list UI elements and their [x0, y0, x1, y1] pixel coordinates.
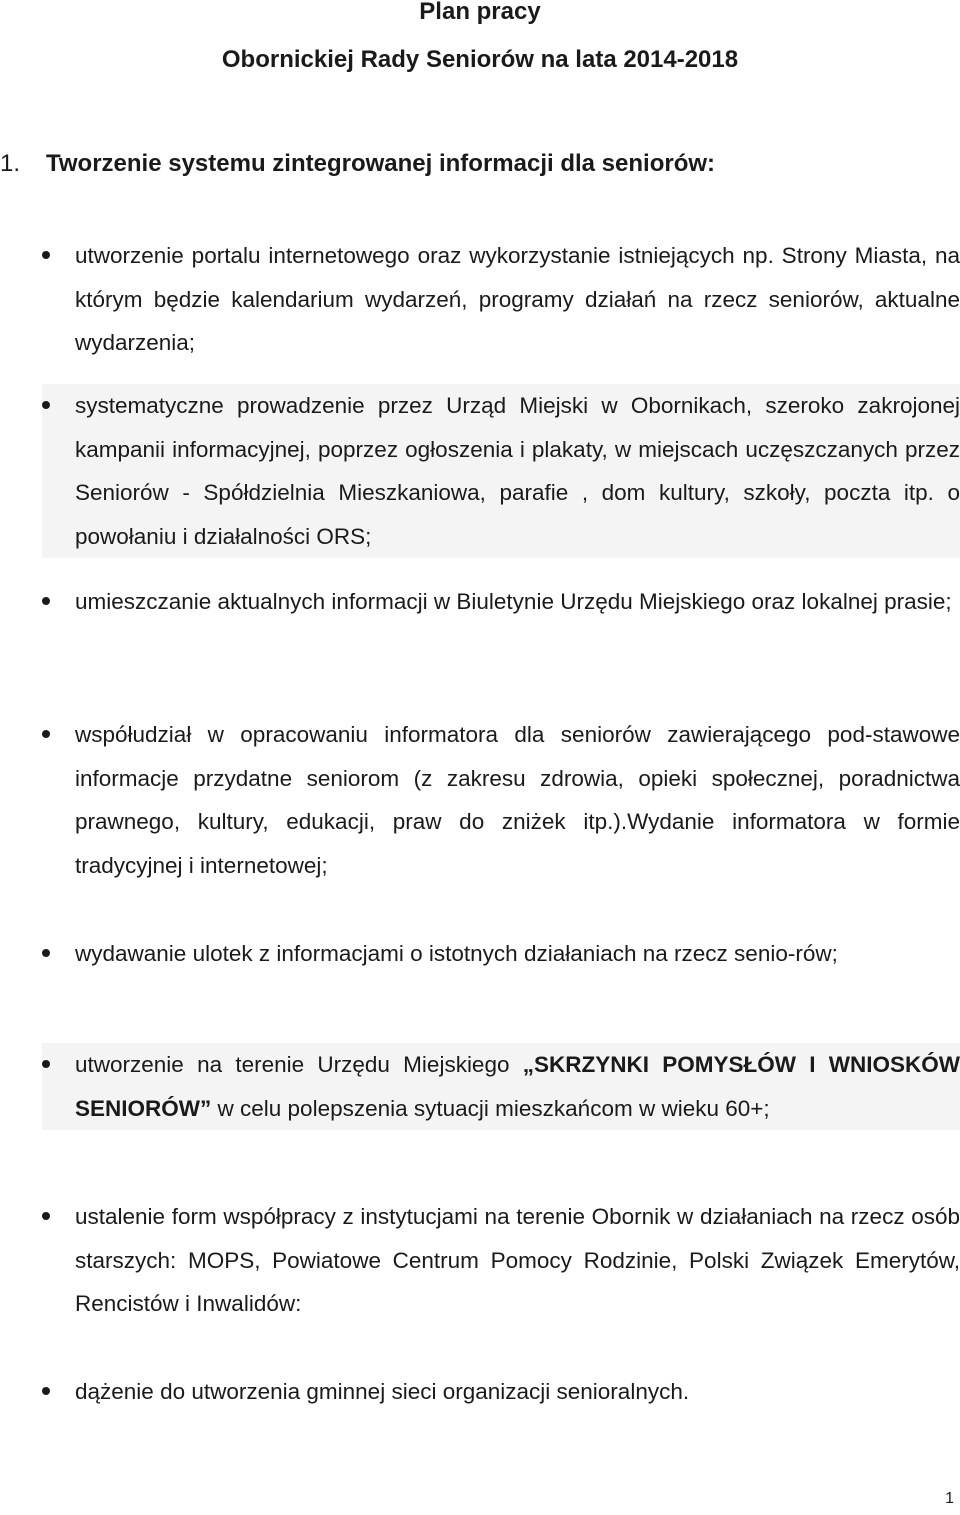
section-heading-text: Tworzenie systemu zintegrowanej informacji dla seniorów: [46, 150, 716, 177]
bullet-icon [42, 597, 50, 605]
bullet-text: utworzenie portalu internetowego oraz wykorzystanie istniejących np. Strony Miasta, na którym będzie kalendarium wydarzeń, programy działań na rzecz seniorów, aktualne wydarzenia; [75, 243, 960, 356]
bullet-text: ustalenie form współpracy z instytucjami na terenie Obornik w działaniach na rzecz osób starszych: MOPS, Powiatowe Centrum Pomocy Rodzinie, Polski Związek Emerytów, Rencistów i Inwalidów: [75, 1204, 960, 1317]
bullet-icon [42, 251, 50, 259]
bullet-item [42, 580, 960, 624]
bullet-item [42, 713, 960, 887]
bullet-text: współudział w opracowaniu informatora dla seniorów zawierającego pod-stawowe informacje przydatne seniorom (z zakresu zdrowia, opieki społecznej, poradnictwa prawnego, kultury, edukacji, praw do zniżek itp.).Wydanie informatora w formie tradycyjnej i internetowej; [75, 722, 960, 878]
bullet-text-bold: „SKRZYNKI POMYSŁÓW I WNIOSKÓW SENIORÓW” [75, 1052, 960, 1121]
bullet-text [75, 1043, 960, 1130]
bullet-item [42, 234, 960, 365]
document-subtitle: Obornickiej Rady Seniorów na lata 2014-2018 [221, 46, 739, 73]
bullet-icon [42, 401, 50, 409]
bullet-icon [42, 1212, 50, 1220]
bullet-item [42, 1370, 960, 1414]
bullet-icon [42, 1060, 50, 1068]
bullet-text: dążenie do utworzenia gminnej sieci organizacji senioralnych. [75, 1379, 690, 1404]
bullet-item [42, 1195, 960, 1326]
bullet-text: wydawanie ulotek z informacjami o istotnych działaniach na rzecz senio-rów; [75, 941, 838, 966]
bullet-text-before: utworzenie na terenie Urzędu Miejskiego [75, 1052, 523, 1077]
bullet-icon [42, 730, 50, 738]
bullet-text: systematyczne prowadzenie przez Urząd Miejski w Obornikach, szeroko zakrojonej kampanii informacyjnej, poprzez ogłoszenia i plakaty, w miejscach uczęszczanych przez Seniorów - Spółdzielnia Mieszkaniowa, parafie , dom kultury, szkoły, poczta itp. o powołaniu i działalności ORS; [75, 393, 960, 549]
bullet-icon [42, 1387, 50, 1395]
bullet-item [42, 384, 960, 558]
section-heading [0, 150, 715, 178]
bullet-icon [42, 949, 50, 957]
bullet-text-after: w celu polepszenia sytuacji mieszkańcom w wieku 60+; [211, 1095, 770, 1121]
bullet-text: umieszczanie aktualnych informacji w Biuletynie Urzędu Miejskiego oraz lokalnej prasie; [75, 589, 952, 614]
bullet-item [42, 1043, 960, 1130]
page-number: 1 [945, 1490, 954, 1507]
document-title: Plan pracy [419, 0, 541, 25]
bullet-item [42, 932, 960, 976]
section-number: 1. [0, 150, 21, 177]
